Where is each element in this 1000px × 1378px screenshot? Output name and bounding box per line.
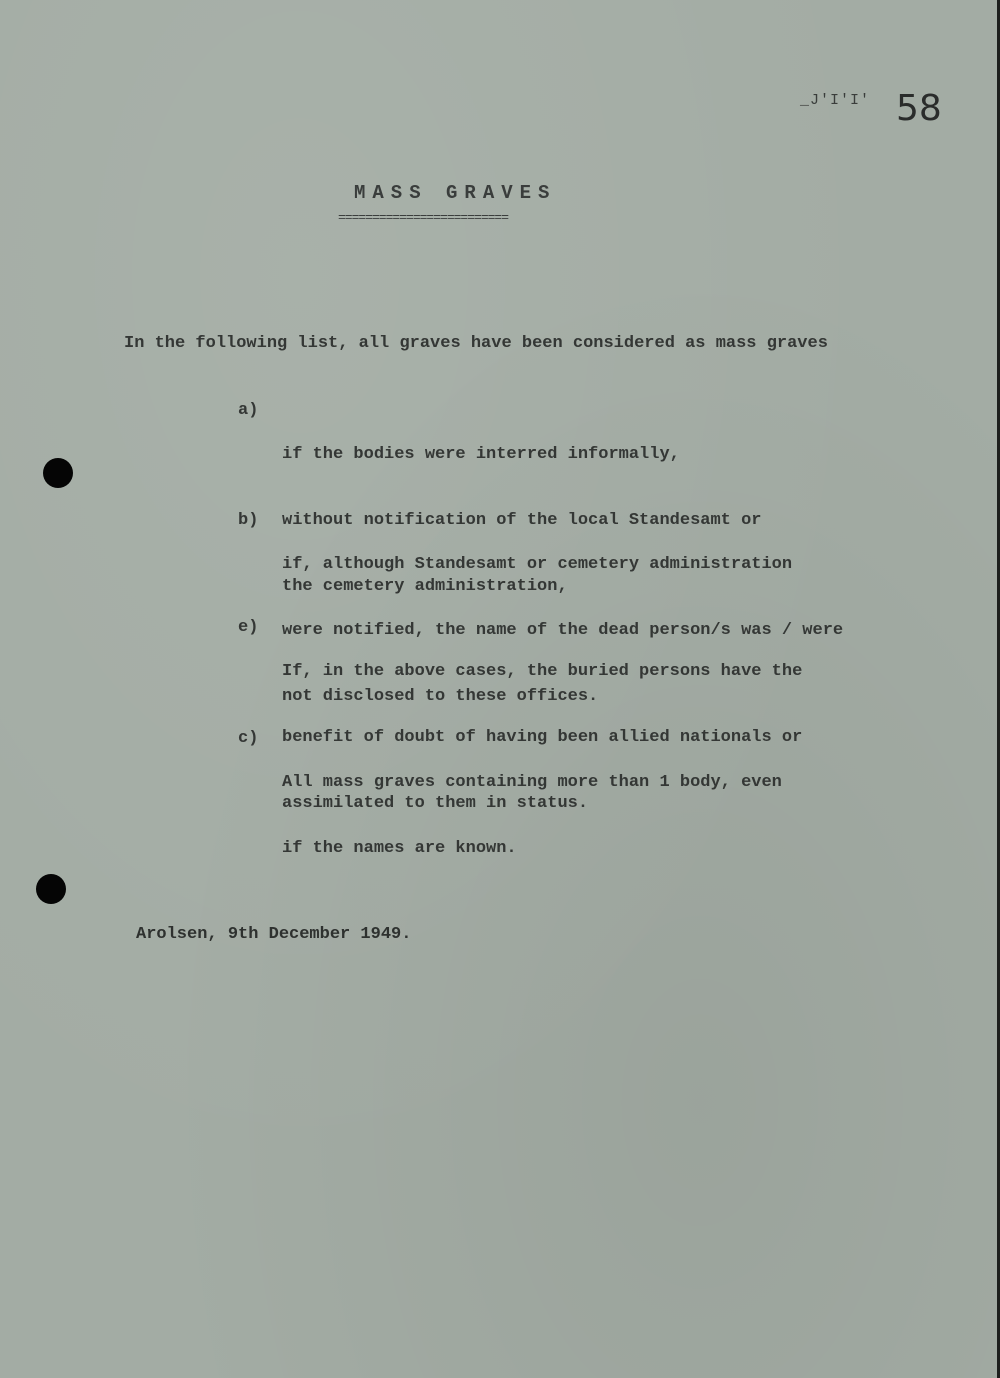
- list-item-line: All mass graves containing more than 1 body, even: [282, 773, 782, 792]
- intro-paragraph: In the following list, all graves have been considered as mass graves: [124, 334, 828, 353]
- list-item-line: without notification of the local Standesamt or: [282, 511, 762, 530]
- list-item-line: If, in the above cases, the buried persons have the: [282, 662, 803, 681]
- place-and-date: Arolsen, 9th December 1949.: [136, 925, 412, 944]
- list-item-label: c): [238, 729, 259, 748]
- list-item-line: the cemetery administration,: [282, 577, 568, 596]
- list-item-label: e): [238, 618, 259, 637]
- list-item-line: benefit of doubt of having been allied nationals or: [282, 728, 803, 747]
- page-number: 58: [896, 88, 942, 129]
- list-item-label: b): [238, 511, 259, 530]
- list-item-line: if the names are known.: [282, 839, 517, 858]
- punch-hole-upper: [43, 458, 73, 488]
- page-reference-stamp: _J'I'I': [800, 92, 871, 109]
- list-item-line: were notified, the name of the dead person/s was / were: [282, 621, 844, 640]
- document-title: MASS GRAVES: [354, 182, 557, 204]
- list-item-line: not disclosed to these offices.: [282, 687, 599, 706]
- title-underline: =========================: [338, 210, 509, 225]
- list-item-line: if, although Standesamt or cemetery administration: [282, 555, 793, 574]
- list-item-line: if the bodies were interred informally,: [282, 445, 680, 464]
- list-item-label: a): [238, 401, 259, 420]
- punch-hole-lower: [36, 874, 66, 904]
- list-item-line: assimilated to them in status.: [282, 794, 589, 813]
- list-item-text: [282, 728, 782, 904]
